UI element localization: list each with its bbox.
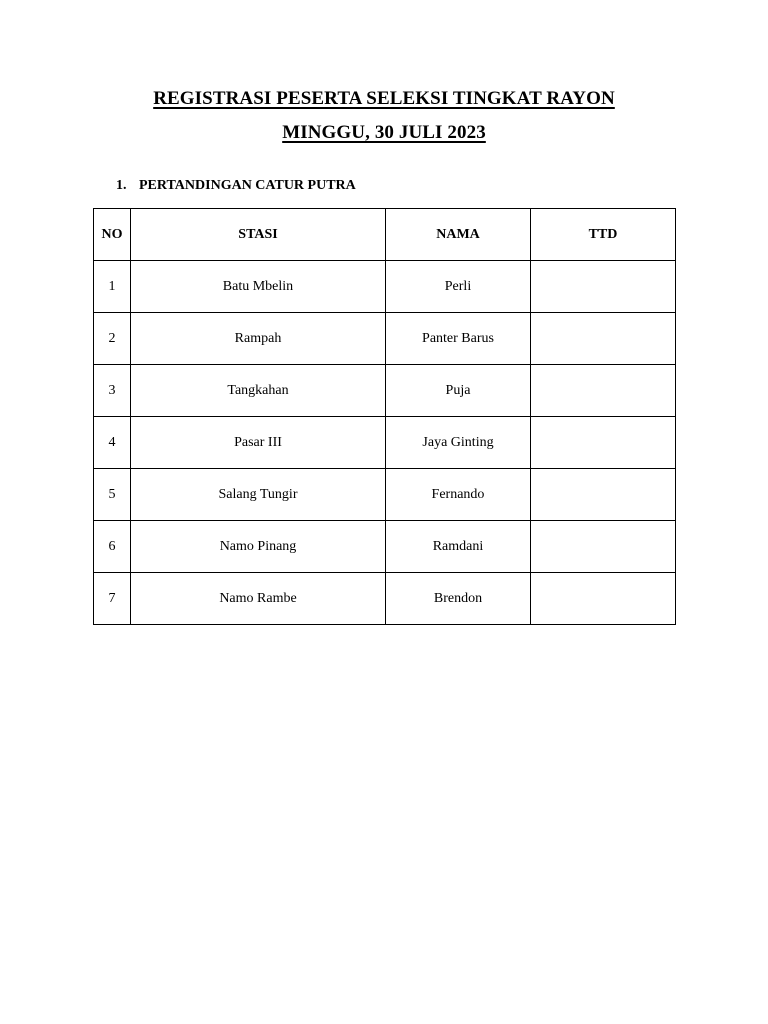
cell-stasi: Salang Tungir — [131, 469, 386, 521]
cell-nama: Perli — [386, 261, 531, 313]
cell-stasi: Pasar III — [131, 417, 386, 469]
cell-stasi: Batu Mbelin — [131, 261, 386, 313]
cell-ttd — [531, 417, 676, 469]
cell-ttd — [531, 469, 676, 521]
cell-no: 6 — [94, 521, 131, 573]
cell-ttd — [531, 573, 676, 625]
cell-ttd — [531, 313, 676, 365]
section-heading — [116, 178, 356, 194]
cell-nama: Fernando — [386, 469, 531, 521]
cell-nama: Puja — [386, 365, 531, 417]
header-ttd: TTD — [531, 209, 676, 261]
cell-no: 7 — [94, 573, 131, 625]
cell-ttd — [531, 521, 676, 573]
cell-nama: Ramdani — [386, 521, 531, 573]
registration-table — [93, 208, 676, 625]
cell-stasi: Namo Pinang — [131, 521, 386, 573]
cell-ttd — [531, 261, 676, 313]
cell-nama: Panter Barus — [386, 313, 531, 365]
header-stasi: STASI — [131, 209, 386, 261]
table-row — [94, 573, 676, 625]
table-row — [94, 313, 676, 365]
section-title: PERTANDINGAN CATUR PUTRA — [139, 178, 356, 193]
cell-stasi: Rampah — [131, 313, 386, 365]
cell-no: 1 — [94, 261, 131, 313]
cell-no: 5 — [94, 469, 131, 521]
table-row — [94, 469, 676, 521]
header-no: NO — [94, 209, 131, 261]
header-nama: NAMA — [386, 209, 531, 261]
section-number: 1. — [116, 178, 127, 193]
cell-ttd — [531, 365, 676, 417]
cell-stasi: Tangkahan — [131, 365, 386, 417]
cell-nama: Brendon — [386, 573, 531, 625]
document-date: MINGGU, 30 JULI 2023 — [282, 122, 486, 143]
cell-no: 4 — [94, 417, 131, 469]
cell-no: 2 — [94, 313, 131, 365]
table-row — [94, 365, 676, 417]
document-title: REGISTRASI PESERTA SELEKSI TINGKAT RAYON — [153, 88, 615, 109]
table-row — [94, 417, 676, 469]
cell-no: 3 — [94, 365, 131, 417]
cell-stasi: Namo Rambe — [131, 573, 386, 625]
table-row — [94, 261, 676, 313]
table-row — [94, 521, 676, 573]
table-header-row — [94, 209, 676, 261]
cell-nama: Jaya Ginting — [386, 417, 531, 469]
